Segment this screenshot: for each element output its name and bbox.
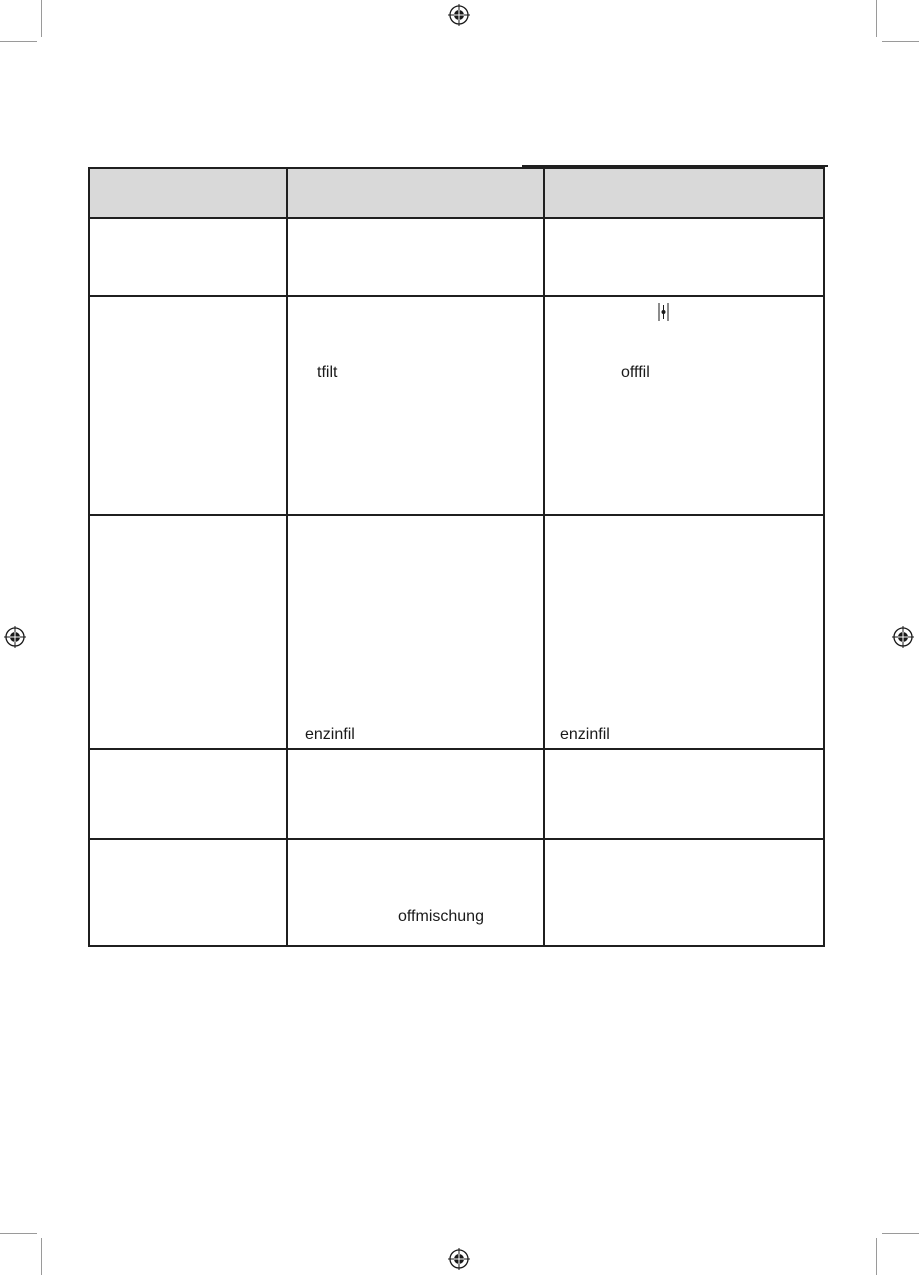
- registration-mark-icon: [892, 626, 914, 648]
- row-divider: [90, 217, 823, 219]
- crop-mark: [41, 1238, 42, 1275]
- table-cell-text: enzinfil: [560, 726, 610, 743]
- registration-mark-icon: [448, 4, 470, 26]
- spec-table: [88, 167, 825, 947]
- table-cell-text: offfil: [621, 364, 650, 381]
- adjustment-slider-icon: [658, 303, 670, 321]
- table-cell-text: enzinfil: [305, 726, 355, 743]
- crop-mark: [0, 1233, 37, 1234]
- column-divider: [543, 169, 545, 945]
- table-cell-text: offmischung: [398, 908, 484, 925]
- crop-mark: [882, 41, 919, 42]
- crop-mark: [882, 1233, 919, 1234]
- table-cell-text: tfilt: [317, 364, 338, 381]
- table-header-row: [90, 169, 823, 217]
- row-divider: [90, 748, 823, 750]
- crop-mark: [0, 41, 37, 42]
- crop-mark: [876, 1238, 877, 1275]
- row-divider: [90, 838, 823, 840]
- registration-mark-icon: [4, 626, 26, 648]
- crop-mark: [41, 0, 42, 37]
- crop-mark: [876, 0, 877, 37]
- row-divider: [90, 514, 823, 516]
- column-divider: [286, 169, 288, 945]
- row-divider: [90, 295, 823, 297]
- registration-mark-icon: [448, 1248, 470, 1270]
